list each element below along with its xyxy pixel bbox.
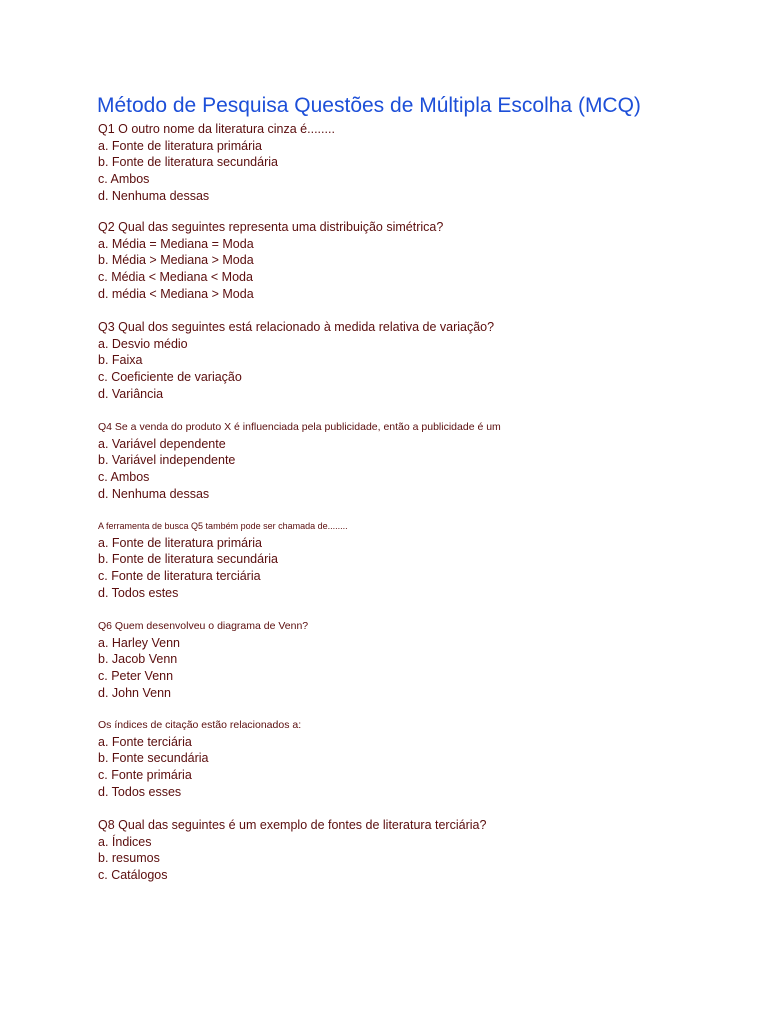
question-text: Q3 Qual dos seguintes está relacionado à medida relativa de variação?: [98, 320, 495, 334]
question-text: Q1 O outro nome da literatura cinza é........: [98, 122, 335, 136]
answer-option: b. Fonte secundária: [98, 751, 209, 766]
answer-option: d. Nenhuma dessas: [98, 486, 210, 501]
answer-option: a. Fonte de literatura primária: [98, 138, 262, 153]
answer-option: c. Fonte primária: [98, 768, 192, 783]
answer-option: c. Fonte de literatura terciária: [98, 569, 261, 584]
question-text: A ferramenta de busca Q5 também pode ser chamada de........: [98, 521, 348, 531]
answer-option: b. Variável independente: [98, 453, 236, 468]
answer-option: a. Índices: [98, 834, 152, 849]
answer-option: d. média < Mediana > Moda: [98, 286, 254, 301]
answer-option: a. Harley Venn: [98, 635, 180, 650]
answer-option: a. Fonte terciária: [98, 734, 192, 749]
answer-option: b. Jacob Venn: [98, 652, 178, 667]
answer-option: c. Média < Mediana < Moda: [98, 270, 253, 285]
answer-option: d. John Venn: [98, 685, 171, 700]
question-text: Q2 Qual das seguintes representa uma distribuição simétrica?: [98, 220, 444, 234]
answer-option: c. Ambos: [98, 470, 150, 485]
question-text: Q4 Se a venda do produto X é influenciada pela publicidade, então a publicidade é um: [98, 421, 501, 433]
answer-option: a. Desvio médio: [98, 336, 188, 351]
question-text: Q6 Quem desenvolveu o diagrama de Venn?: [98, 620, 309, 632]
answer-option: b. Média > Mediana > Moda: [98, 253, 254, 268]
answer-option: b. Faixa: [98, 353, 143, 368]
answer-option: d. Nenhuma dessas: [98, 188, 210, 203]
question-text: Os índices de citação estão relacionados a:: [98, 719, 302, 731]
answer-option: d. Todos esses: [98, 784, 182, 799]
answer-option: a. Fonte de literatura primária: [98, 535, 262, 550]
question-block: [98, 717, 301, 801]
answer-option: d. Todos estes: [98, 585, 179, 600]
answer-option: c. Coeficiente de variação: [98, 370, 242, 385]
answer-option: c. Peter Venn: [98, 669, 174, 684]
question-block: [98, 618, 308, 702]
answer-option: c. Ambos: [98, 172, 150, 187]
question-block: [98, 419, 501, 503]
question-text: Q8 Qual das seguintes é um exemplo de fontes de literatura terciária?: [98, 818, 487, 832]
answer-option: c. Catálogos: [98, 868, 168, 883]
question-block: [98, 219, 443, 303]
answer-option: a. Variável dependente: [98, 436, 226, 451]
answer-option: d. Variância: [98, 386, 164, 401]
answer-option: b. Fonte de literatura secundária: [98, 552, 278, 567]
question-block: [98, 817, 486, 884]
answer-option: a. Média = Mediana = Moda: [98, 236, 254, 251]
page-title: Método de Pesquisa Questões de Múltipla Escolha (MCQ): [97, 94, 641, 117]
question-block: [98, 518, 348, 602]
answer-option: b. resumos: [98, 851, 160, 866]
question-block: [98, 121, 335, 205]
answer-option: b. Fonte de literatura secundária: [98, 155, 278, 170]
question-block: [98, 319, 494, 403]
